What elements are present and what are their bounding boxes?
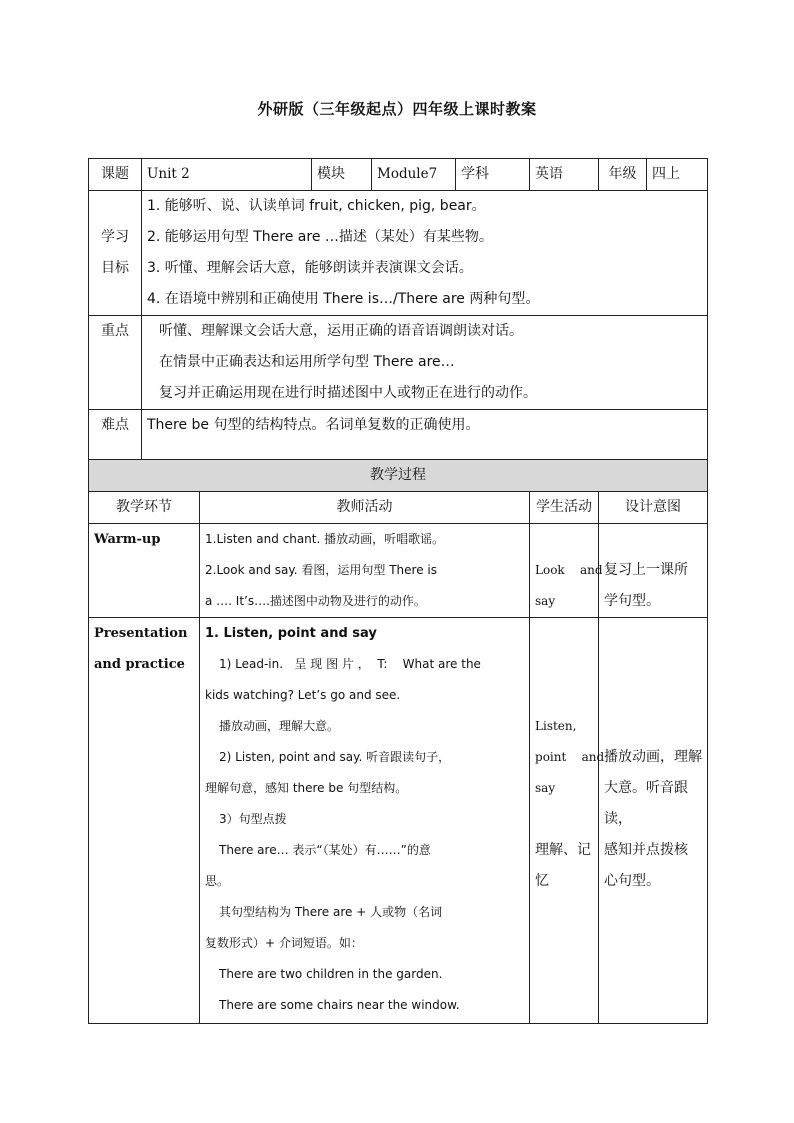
- key-points-list: [142, 316, 708, 410]
- module-label: 模块: [312, 159, 372, 191]
- warmup-teacher-line: a …. It’s….描述图中动物及进行的动作。: [205, 594, 426, 608]
- presentation-intent-line: 播放动画，理解: [604, 749, 703, 765]
- presentation-stage-line: and practice: [94, 657, 185, 672]
- presentation-stage: [89, 618, 200, 1024]
- subject-value: 英语: [530, 159, 599, 191]
- difficult-points-text: There be 句型的结构特点。名词单复数的正确使用。: [142, 410, 708, 460]
- presentation-intent-line: 感知并点拨核: [604, 842, 689, 858]
- warmup-teacher-line: 1.Listen and chant. 播放动画，听唱歌谣。: [205, 532, 445, 546]
- presentation-teacher-activity: [200, 618, 530, 1024]
- process-header-row: [89, 460, 708, 492]
- objectives-row: [89, 191, 708, 316]
- presentation-stage-line: Presentation: [94, 626, 188, 641]
- presentation-intent-line: 大意。听音跟读，: [604, 780, 689, 827]
- presentation-teacher-line: There are two children in the garden.: [219, 967, 443, 981]
- warmup-row: [89, 524, 708, 618]
- warmup-stage: Warm-up: [89, 524, 200, 618]
- key-point-item: 听懂、理解课文会话大意，运用正确的语音语调朗读对话。: [159, 323, 523, 339]
- topic-label: 课题: [89, 159, 142, 191]
- objective-item: 1. 能够听、说、认读单词 fruit, chicken, pig, bear。: [147, 198, 486, 214]
- column-student-activity: 学生活动: [530, 492, 599, 524]
- presentation-row: [89, 618, 708, 1024]
- presentation-teacher-line: 复数形式）+ 介词短语。如：: [205, 936, 363, 950]
- module-value: Module7: [372, 159, 456, 191]
- presentation-teacher-line: 思。: [205, 874, 230, 888]
- presentation-teacher-line: There are some chairs near the window.: [219, 998, 460, 1012]
- objectives-label-line: 学习: [101, 229, 129, 245]
- objectives-label-line: 目标: [101, 260, 129, 276]
- presentation-teacher-line: 1. Listen, point and say: [205, 626, 377, 641]
- grade-value: 四上: [647, 159, 708, 191]
- presentation-teacher-line: 1) Lead-in. 呈 现 图 片 ， T: What are the: [219, 657, 481, 671]
- presentation-design-intent: [599, 618, 708, 1024]
- key-point-item: 在情景中正确表达和运用所学句型 There are…: [159, 354, 455, 370]
- key-points-label: 重点: [89, 316, 142, 410]
- warmup-intent-line: 学句型。: [604, 593, 661, 609]
- difficult-points-row: [89, 410, 708, 460]
- process-header: 教学过程: [89, 460, 708, 492]
- objective-item: 2. 能够运用句型 There are …描述（某处）有某些物。: [147, 229, 493, 245]
- column-teacher-activity: 教师活动: [200, 492, 530, 524]
- objectives-label: [89, 191, 142, 316]
- subject-label: 学科: [456, 159, 530, 191]
- header-row: [89, 159, 708, 191]
- warmup-teacher-activity: [200, 524, 530, 618]
- objective-item: 3. 听懂、理解会话大意，能够朗读并表演课文会话。: [147, 260, 473, 276]
- grade-label: 年级: [599, 159, 647, 191]
- difficult-points-label: 难点: [89, 410, 142, 460]
- presentation-teacher-line: 3）句型点拨: [219, 812, 287, 826]
- document-title: 外研版（三年级起点）四年级上课时教案: [257, 100, 537, 118]
- process-columns-row: [89, 492, 708, 524]
- presentation-student-line: point and: [535, 750, 605, 764]
- warmup-design-intent: [599, 524, 708, 618]
- topic-value: Unit 2: [142, 159, 312, 191]
- presentation-student-line: Listen,: [535, 719, 577, 733]
- key-points-row: [89, 316, 708, 410]
- presentation-teacher-line: 理解句意，感知 there be 句型结构。: [205, 781, 408, 795]
- column-stage: 教学环节: [89, 492, 200, 524]
- presentation-student-activity: [530, 618, 605, 1024]
- presentation-teacher-line: 播放动画，理解大意。: [219, 719, 340, 733]
- warmup-teacher-line: 2.Look and say. 看图，运用句型 There is: [205, 563, 437, 577]
- column-design-intent: 设计意图: [599, 492, 708, 524]
- objectives-list: [142, 191, 708, 316]
- presentation-teacher-line: There are… 表示“（某处）有……”的意: [219, 843, 431, 857]
- lesson-plan-table: [88, 158, 708, 1024]
- presentation-teacher-line: 2) Listen, point and say. 听音跟读句子，: [219, 750, 451, 764]
- presentation-intent-line: 心句型。: [604, 873, 661, 889]
- presentation-student-line: 理解、记忆: [535, 842, 592, 889]
- warmup-student-activity: [530, 524, 603, 618]
- warmup-student-line: say: [535, 594, 556, 608]
- presentation-teacher-line: 其句型结构为 There are + 人或物（名词: [219, 905, 443, 919]
- presentation-teacher-line: kids watching? Let’s go and see.: [205, 688, 401, 702]
- key-point-item: 复习并正确运用现在进行时描述图中人或物正在进行的动作。: [159, 385, 537, 401]
- presentation-student-line: say: [535, 781, 556, 795]
- warmup-student-line: Look and: [535, 563, 603, 577]
- warmup-intent-line: 复习上一课所: [604, 562, 689, 578]
- objective-item: 4. 在语境中辨别和正确使用 There is…/There are 两种句型。: [147, 291, 540, 307]
